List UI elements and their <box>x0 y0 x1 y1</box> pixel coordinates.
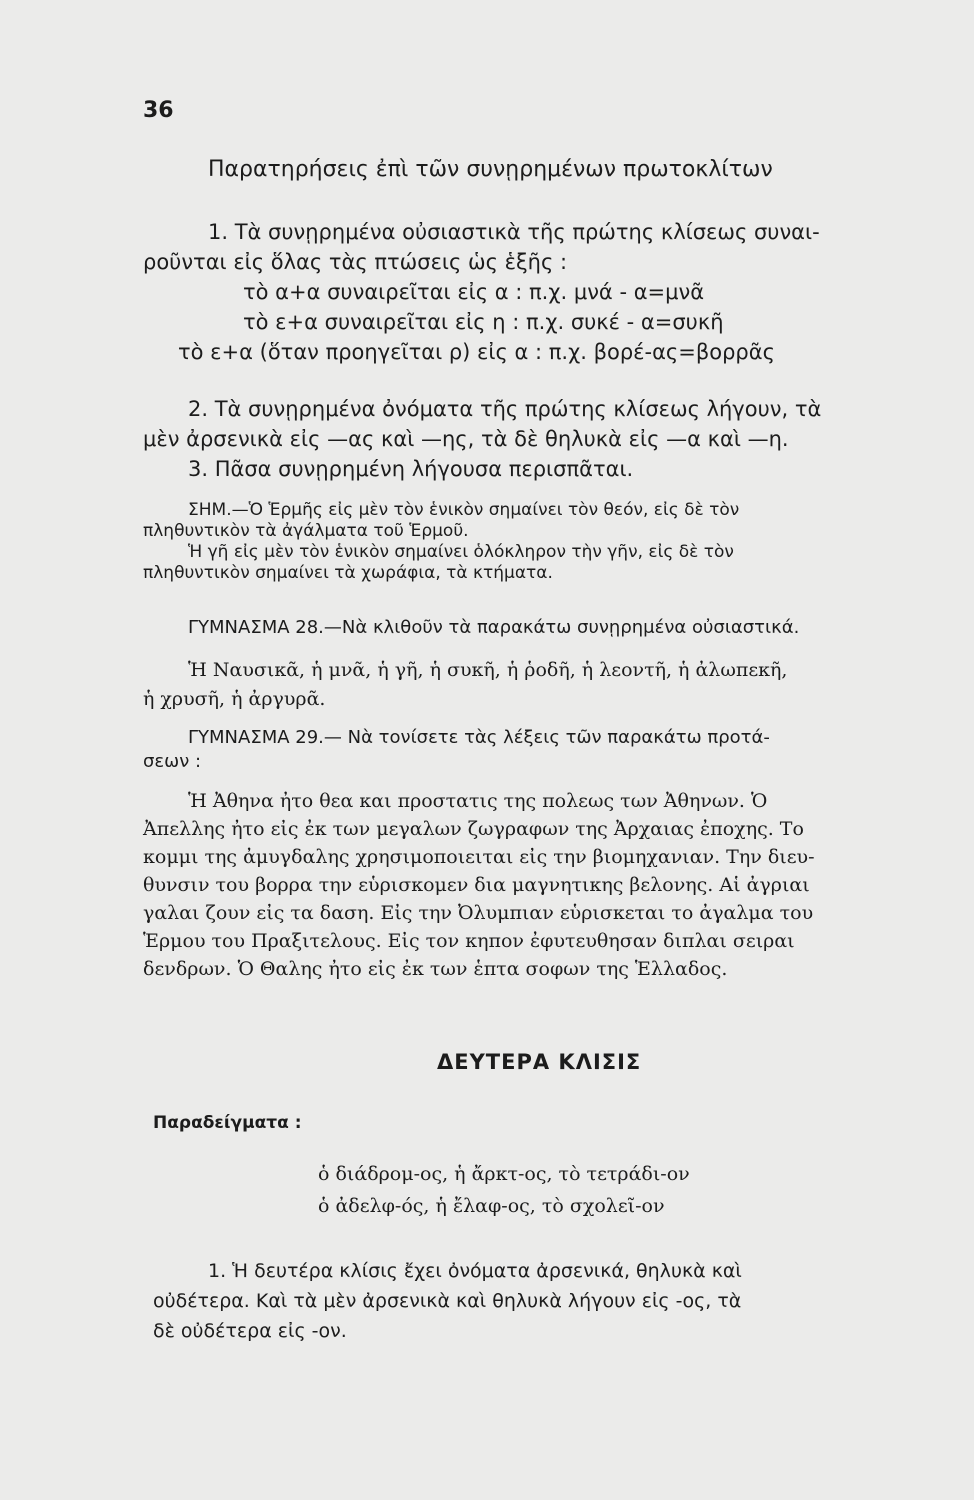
rule-line1: 1. Ἡ δευτέρα κλίσις ἔχει ὀνόματα ἀρσενικά, θηλυκὰ καὶ <box>208 1260 742 1282</box>
exercise29-text-line: Ἡ Ἀθηνα ἠτο θεα και προστατις της πολεως των Ἀθηνων. Ὁ <box>188 790 768 812</box>
obs1-line2: ροῦνται εἰς ὅλας τὰς πτώσεις ὡς ἑξῆς : <box>143 250 568 274</box>
exercise29-text-line: δενδρων. Ὁ Θαλης ἠτο εἰς ἐκ των ἑπτα σοφων της Ἑλλαδος. <box>143 958 728 980</box>
exercise29-text-line: Ἑρμου του Πραξιτελους. Εἰς τον κηπον ἐφυτευθησαν διπλαι σειραι <box>143 930 795 952</box>
rule-line2: οὐδέτερα. Καὶ τὰ μὲν ἀρσενικὰ καὶ θηλυκὰ λήγουν εἰς -ος, τὰ <box>153 1290 742 1312</box>
note-line2: πληθυντικὸν τὰ ἀγάλματα τοῦ Ἑρμοῦ. <box>143 521 469 541</box>
exercise29-text-line: κομμι της ἀμυγδαλης χρησιμοποιειται εἰς την βιομηχανιαν. Την διευ- <box>143 846 815 868</box>
obs1-example3: τὸ ε+α (ὅταν προηγεῖται ρ) εἰς α : π.χ. βορέ-ας=βορρᾶς <box>178 340 775 364</box>
obs1-example2: τὸ ε+α συναιρεῖται εἰς η : π.χ. συκέ - α=συκῆ <box>243 310 724 334</box>
exercise29-text-line: θυνσιν του βορρα την εὑρισκομεν δια μαγνητικης βελονης. Αἱ ἀγριαι <box>143 874 810 896</box>
obs3-line: 3. Πᾶσα συνῃρημένη λήγουσα περισπᾶται. <box>188 457 634 481</box>
second-declension-heading: ΔΕΥΤΕΡΑ ΚΛΙΣΙΣ <box>437 1050 642 1074</box>
exercise28-heading: ΓΥΜΝΑΣΜΑ 28.—Νὰ κλιθοῦν τὰ παρακάτω συνῃρημένα οὐσιαστικά. <box>188 617 800 638</box>
exercise28-line2: ἡ χρυσῆ, ἡ ἀργυρᾶ. <box>143 688 326 710</box>
obs2-line2: μὲν ἀρσενικὰ εἰς —ας καὶ —ης, τὰ δὲ θηλυκὰ εἰς —α καὶ —η. <box>143 427 789 451</box>
section-title: Παρατηρήσεις ἐπὶ τῶν συνῃρημένων πρωτοκλίτων <box>208 157 773 182</box>
examples-label: Παραδείγματα : <box>153 1113 302 1133</box>
example-line2: ὁ ἀδελφ-ός, ἡ ἔλαφ-ος, τὸ σχολεῖ-ον <box>318 1195 665 1217</box>
rule-line3: δὲ οὐδέτερα εἰς -ον. <box>153 1320 347 1342</box>
note-line3: Ἡ γῆ εἰς μὲν τὸν ἑνικὸν σημαίνει ὁλόκληρον τὴν γῆν, εἰς δὲ τὸν <box>188 542 734 562</box>
obs1-example1: τὸ α+α συναιρεῖται εἰς α : π.χ. μνά - α=μνᾶ <box>243 280 705 304</box>
obs1-line1: 1. Τὰ συνῃρημένα οὐσιαστικὰ τῆς πρώτης κλίσεως συναι- <box>208 220 820 244</box>
example-line1: ὁ διάδρομ-ος, ἡ ἄρκτ-ος, τὸ τετράδι-ον <box>318 1163 690 1185</box>
exercise29-text-line: Ἀπελλης ἠτο εἰς ἐκ των μεγαλων ζωγραφων της Ἀρχαιας ἐποχης. Το <box>143 818 804 840</box>
exercise29-heading-line1: ΓΥΜΝΑΣΜΑ 29.— Νὰ τονίσετε τὰς λέξεις τῶν παρακάτω προτά- <box>188 727 770 748</box>
exercise28-line1: Ἡ Ναυσικᾶ, ἡ μνᾶ, ἡ γῆ, ἡ συκῆ, ἡ ῥοδῆ, ἡ λεοντῆ, ἡ ἀλωπεκῆ, <box>188 659 788 681</box>
obs2-line1: 2. Τὰ συνῃρημένα ὀνόματα τῆς πρώτης κλίσεως λήγουν, τὰ <box>188 397 822 421</box>
note-line1: ΣΗΜ.—Ὁ Ἑρμῆς εἰς μὲν τὸν ἑνικὸν σημαίνει τὸν θεόν, εἰς δὲ τὸν <box>188 500 740 520</box>
exercise29-heading-line2: σεων : <box>143 751 202 772</box>
exercise29-text-line: γαλαι ζουν εἰς τα δαση. Εἰς την Ὀλυμπιαν εὑρισκεται το ἀγαλμα του <box>143 902 814 924</box>
page-number: 36 <box>143 98 174 123</box>
note-line4: πληθυντικὸν σημαίνει τὰ χωράφια, τὰ κτήματα. <box>143 563 553 583</box>
